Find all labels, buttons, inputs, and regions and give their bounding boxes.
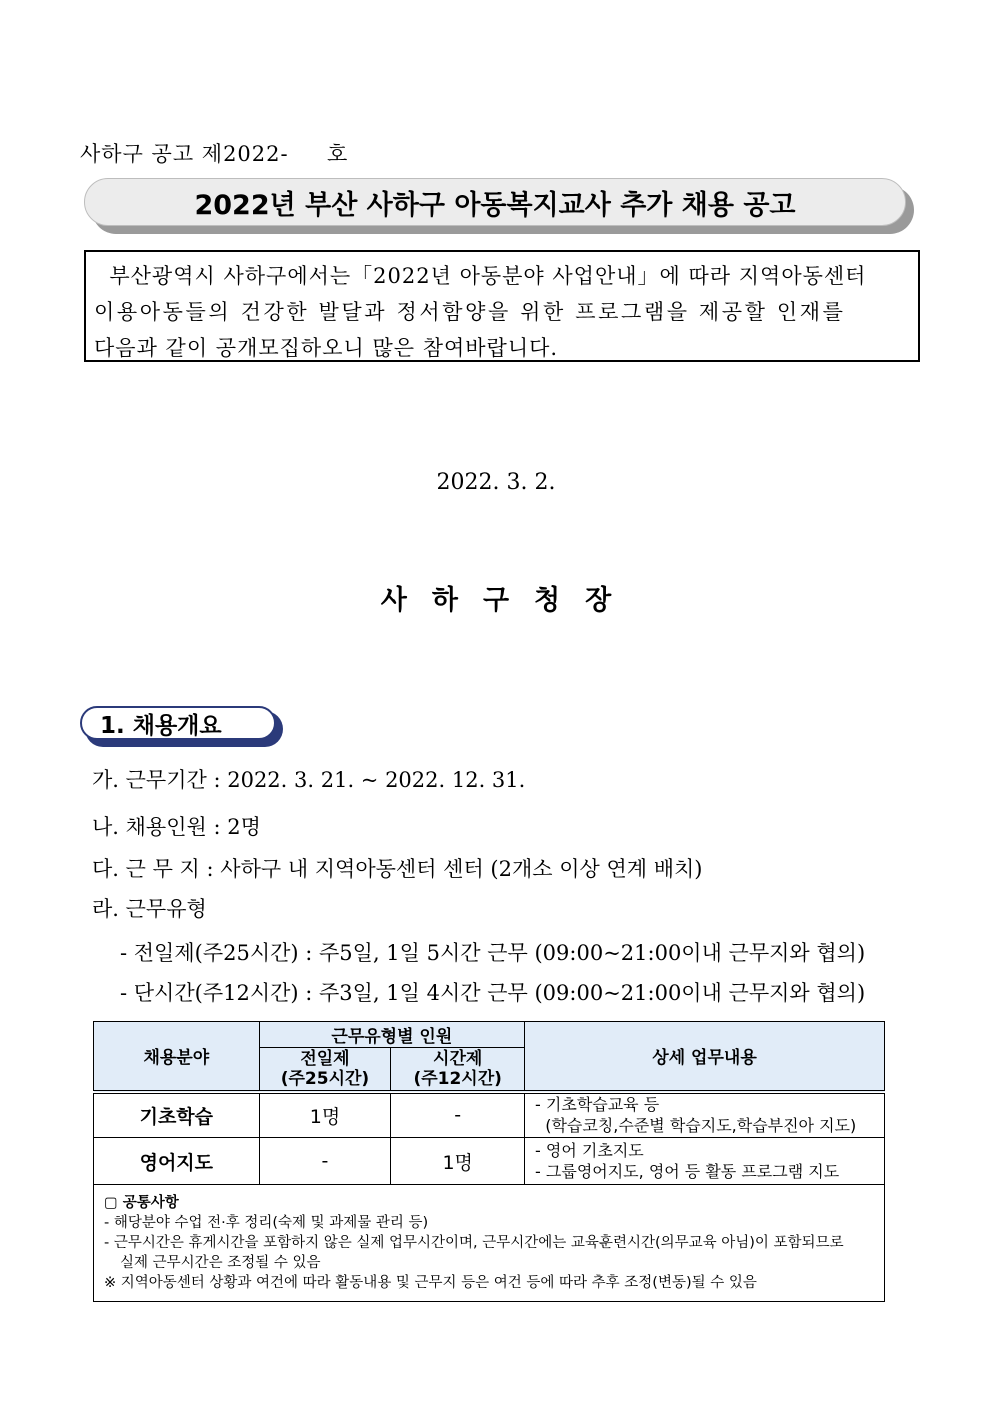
header-parttime xyxy=(391,1048,525,1092)
header-parttime-name: 시간제 xyxy=(433,1048,483,1069)
cell-details xyxy=(525,1092,885,1138)
item-value: 2022. 3. 21. ~ 2022. 12. 31. xyxy=(227,768,526,792)
title-banner xyxy=(84,178,914,234)
cell-details xyxy=(525,1138,885,1185)
overview-item-location xyxy=(92,853,702,883)
intro-line: 다음과 같이 공개모집하오니 많은 참여바랍니다. xyxy=(94,336,559,360)
item-label: 나. 채용인원 : xyxy=(92,815,228,839)
cell-fulltime: - xyxy=(259,1138,391,1185)
overview-item-headcount xyxy=(92,811,261,841)
header-fulltime-name: 전일제 xyxy=(300,1048,350,1069)
detail-line: (학습코칭,수준별 학습지도,학습부진아 지도) xyxy=(535,1116,857,1136)
header-fulltime xyxy=(259,1048,391,1092)
common-line: ※ 지역아동센터 상황과 여건에 따라 활동내용 및 근무지 등은 여건 등에 따라 추후 조정(변동)될 수 있음 xyxy=(104,1275,757,1291)
common-heading: ▢ 공통사항 xyxy=(104,1195,179,1211)
item-label: 가. 근무기간 : xyxy=(92,768,228,792)
common-line: - 해당분야 수업 전·후 정리(숙제 및 과제물 관리 등) xyxy=(104,1215,429,1231)
detail-line: - 그룹영어지도, 영어 등 활동 프로그램 지도 xyxy=(535,1162,840,1181)
table-row xyxy=(94,1138,885,1185)
item-label: 다. 근 무 지 : xyxy=(92,857,221,881)
common-notes-row xyxy=(94,1185,885,1302)
detail-line: - 기초학습교육 등 xyxy=(535,1095,660,1115)
cell-parttime: 1명 xyxy=(391,1138,525,1185)
cell-field: 기초학습 xyxy=(94,1092,260,1138)
cell-fulltime: 1명 xyxy=(259,1092,391,1138)
cell-field: 영어지도 xyxy=(94,1138,260,1185)
common-notes xyxy=(94,1185,885,1302)
table-row xyxy=(94,1092,885,1138)
intro-box xyxy=(84,250,920,362)
worktype-parttime: - 단시간(주12시간) : 주3일, 1일 4시간 근무 (09:00~21:00이내 근무지와 협의) xyxy=(120,981,866,1005)
header-group: 근무유형별 인원 xyxy=(259,1022,524,1048)
notice-number: 사하구 공고 제2022- 호 xyxy=(80,142,349,166)
header-field: 채용분야 xyxy=(94,1022,260,1092)
header-parttime-hours: (주12시간) xyxy=(413,1068,502,1089)
intro-line: 이용아동들의 건강한 발달과 정서함양을 위한 프로그램을 제공할 인재를 xyxy=(94,300,846,324)
item-value: 2명 xyxy=(227,815,261,839)
section-heading xyxy=(80,706,290,750)
cell-parttime: - xyxy=(391,1092,525,1138)
intro-line: 부산광역시 사하구에서는「2022년 아동분야 사업안내」에 따라 지역아동센터 xyxy=(94,264,867,288)
common-line: - 근무시간은 휴게시간을 포함하지 않은 실제 업무시간이며, 근무시간에는 교육훈련시간(의무교육 아님)이 포함되므로 xyxy=(104,1235,844,1251)
section-title: 1. 채용개요 xyxy=(80,706,276,740)
announcement-date: 2022. 3. 2. xyxy=(436,470,556,495)
signatory: 사하구청장 xyxy=(380,585,637,616)
item-label: 라. 근무유형 xyxy=(92,897,207,921)
overview-item-worktype xyxy=(92,893,207,923)
worktype-fulltime: - 전일제(주25시간) : 주5일, 1일 5시간 근무 (09:00~21:00이내 근무지와 협의) xyxy=(120,941,866,965)
common-line: 실제 근무시간은 조정될 수 있음 xyxy=(120,1255,321,1271)
recruitment-table xyxy=(93,1021,885,1302)
header-details: 상세 업무내용 xyxy=(525,1022,885,1092)
item-value: 사하구 내 지역아동센터 센터 (2개소 이상 연계 배치) xyxy=(220,857,703,881)
detail-line: - 영어 기초지도 xyxy=(535,1141,644,1160)
header-fulltime-hours: (주25시간) xyxy=(280,1068,370,1089)
page-title: 2022년 부산 사하구 아동복지교사 추가 채용 공고 xyxy=(84,178,906,226)
overview-item-period xyxy=(92,764,525,794)
